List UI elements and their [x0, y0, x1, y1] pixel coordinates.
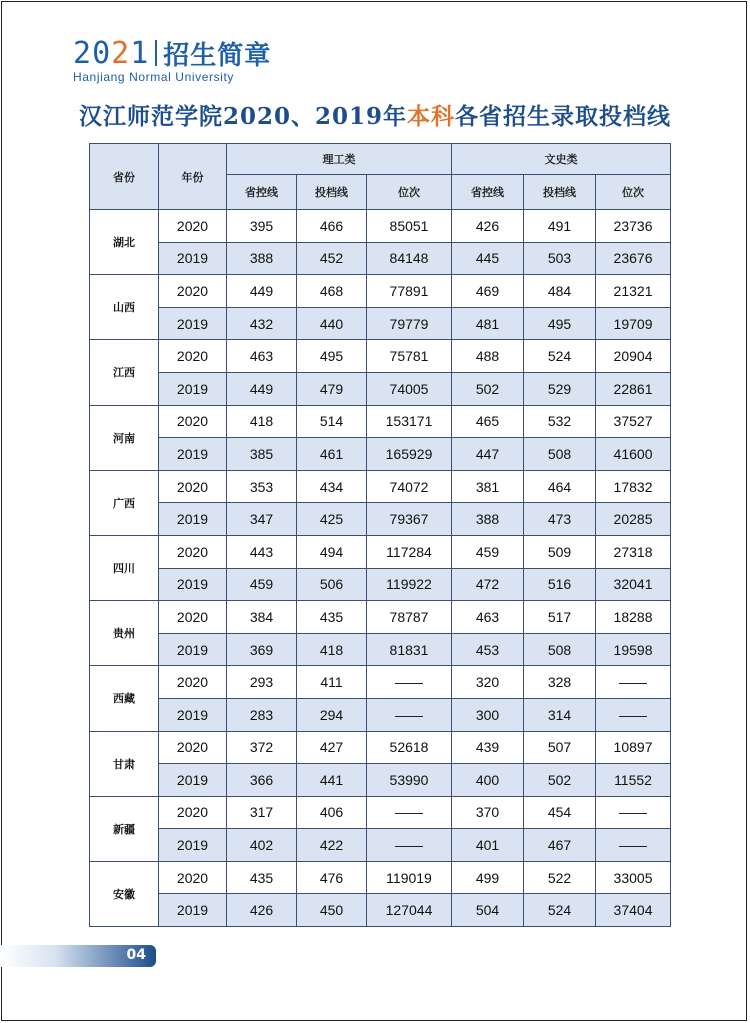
logo-main [73, 37, 271, 69]
year-cell: 2019 [159, 503, 227, 536]
value-cell: 11552 [596, 764, 671, 797]
table-row [90, 372, 671, 405]
value-cell: 294 [297, 698, 367, 731]
year-cell: 2020 [159, 275, 227, 308]
province-cell: 新疆 [90, 796, 159, 861]
province-cell: 湖北 [90, 210, 159, 275]
value-cell: 426 [452, 210, 524, 243]
table-row [90, 307, 671, 340]
year-cell: 2020 [159, 601, 227, 634]
year-cell: 2020 [159, 405, 227, 438]
value-cell: 17832 [596, 470, 671, 503]
value-cell: 366 [227, 764, 297, 797]
value-cell: 85051 [367, 210, 452, 243]
value-cell: 370 [452, 796, 524, 829]
value-cell: 473 [524, 503, 596, 536]
table-row [90, 666, 671, 699]
table-row [90, 698, 671, 731]
value-cell: 465 [452, 405, 524, 438]
table-row [90, 503, 671, 536]
year-cell: 2020 [159, 340, 227, 373]
table-row [90, 894, 671, 927]
table-row [90, 796, 671, 829]
value-cell: 472 [452, 568, 524, 601]
value-cell: 388 [227, 242, 297, 275]
value-cell: 418 [297, 633, 367, 666]
table-row [90, 829, 671, 862]
title-part-1: 汉江师范学院2020、2019年 [78, 103, 408, 130]
value-cell: 516 [524, 568, 596, 601]
value-cell: 153171 [367, 405, 452, 438]
value-cell: 467 [524, 829, 596, 862]
value-cell: —— [367, 666, 452, 699]
value-cell: 411 [297, 666, 367, 699]
value-cell: 459 [452, 535, 524, 568]
value-cell: 529 [524, 372, 596, 405]
value-cell: 406 [297, 796, 367, 829]
value-cell: 469 [452, 275, 524, 308]
table-row [90, 275, 671, 308]
logo-title: 招生简章 [163, 40, 272, 71]
header-sci-admission-line: 投档线 [297, 175, 367, 210]
table-row [90, 764, 671, 797]
value-cell: 52618 [367, 731, 452, 764]
value-cell: 18288 [596, 601, 671, 634]
value-cell: 491 [524, 210, 596, 243]
year-cell: 2020 [159, 535, 227, 568]
year-cell: 2020 [159, 731, 227, 764]
province-cell: 安徽 [90, 861, 159, 926]
logo-subtitle: Hanjiang Normal University [73, 70, 234, 84]
year-cell: 2020 [159, 210, 227, 243]
table-row [90, 438, 671, 471]
admission-score-table [89, 143, 671, 927]
value-cell: 388 [452, 503, 524, 536]
value-cell: 454 [524, 796, 596, 829]
value-cell: 499 [452, 861, 524, 894]
value-cell: —— [367, 829, 452, 862]
value-cell: 19709 [596, 307, 671, 340]
value-cell: 435 [297, 601, 367, 634]
value-cell: 401 [452, 829, 524, 862]
year-cell: 2019 [159, 372, 227, 405]
value-cell: 283 [227, 698, 297, 731]
value-cell: 381 [452, 470, 524, 503]
value-cell: 418 [227, 405, 297, 438]
page-title [0, 98, 750, 131]
value-cell: —— [596, 698, 671, 731]
value-cell: 22861 [596, 372, 671, 405]
header-arts-control-line: 省控线 [452, 175, 524, 210]
value-cell: 441 [297, 764, 367, 797]
header-group-science: 理工类 [227, 144, 452, 175]
value-cell: 476 [297, 861, 367, 894]
value-cell: 508 [524, 438, 596, 471]
value-cell: 78787 [367, 601, 452, 634]
value-cell: 426 [227, 894, 297, 927]
value-cell: 464 [524, 470, 596, 503]
value-cell: 32041 [596, 568, 671, 601]
value-cell: 23676 [596, 242, 671, 275]
value-cell: 84148 [367, 242, 452, 275]
value-cell: —— [596, 796, 671, 829]
value-cell: 449 [227, 275, 297, 308]
value-cell: 459 [227, 568, 297, 601]
value-cell: 353 [227, 470, 297, 503]
logo-digit: 0 [92, 35, 112, 71]
province-cell: 甘肃 [90, 731, 159, 796]
year-cell: 2020 [159, 861, 227, 894]
value-cell: 117284 [367, 535, 452, 568]
value-cell: 127044 [367, 894, 452, 927]
page-number-tab [0, 945, 156, 967]
logo-digit: 1 [130, 35, 150, 71]
table-row [90, 210, 671, 243]
value-cell: 466 [297, 210, 367, 243]
table-row [90, 470, 671, 503]
value-cell: 507 [524, 731, 596, 764]
table-body [90, 210, 671, 927]
value-cell: 504 [452, 894, 524, 927]
value-cell: 119019 [367, 861, 452, 894]
value-cell: 503 [524, 242, 596, 275]
header-year: 年份 [159, 144, 227, 210]
value-cell: 37404 [596, 894, 671, 927]
value-cell: 484 [524, 275, 596, 308]
value-cell: —— [596, 829, 671, 862]
value-cell: 449 [227, 372, 297, 405]
value-cell: 165929 [367, 438, 452, 471]
header-province: 省份 [90, 144, 159, 210]
value-cell: 502 [524, 764, 596, 797]
value-cell: —— [596, 666, 671, 699]
year-cell: 2019 [159, 438, 227, 471]
year-cell: 2019 [159, 307, 227, 340]
province-cell: 山西 [90, 275, 159, 340]
value-cell: 524 [524, 894, 596, 927]
value-cell: 509 [524, 535, 596, 568]
value-cell: 328 [524, 666, 596, 699]
title-part-2: 各省招生录取投档线 [455, 103, 672, 130]
value-cell: 468 [297, 275, 367, 308]
value-cell: 440 [297, 307, 367, 340]
value-cell: 74005 [367, 372, 452, 405]
header-group-arts: 文史类 [452, 144, 671, 175]
value-cell: 532 [524, 405, 596, 438]
header-arts-rank: 位次 [596, 175, 671, 210]
value-cell: 427 [297, 731, 367, 764]
logo-digit-accent: 2 [111, 35, 131, 71]
value-cell: 33005 [596, 861, 671, 894]
value-cell: 522 [524, 861, 596, 894]
value-cell: 508 [524, 633, 596, 666]
year-cell: 2019 [159, 633, 227, 666]
value-cell: 395 [227, 210, 297, 243]
value-cell: 450 [297, 894, 367, 927]
value-cell: 488 [452, 340, 524, 373]
page-number: 04 [126, 947, 146, 963]
value-cell: 479 [297, 372, 367, 405]
year-cell: 2019 [159, 764, 227, 797]
logo-year [73, 36, 149, 71]
year-cell: 2020 [159, 666, 227, 699]
value-cell: 300 [452, 698, 524, 731]
value-cell: 432 [227, 307, 297, 340]
value-cell: 514 [297, 405, 367, 438]
value-cell: 317 [227, 796, 297, 829]
province-cell: 西藏 [90, 666, 159, 731]
table-row [90, 535, 671, 568]
year-cell: 2020 [159, 470, 227, 503]
value-cell: 524 [524, 340, 596, 373]
value-cell: 20285 [596, 503, 671, 536]
value-cell: 81831 [367, 633, 452, 666]
value-cell: 435 [227, 861, 297, 894]
year-cell: 2019 [159, 894, 227, 927]
value-cell: 445 [452, 242, 524, 275]
table-row [90, 731, 671, 764]
value-cell: 463 [227, 340, 297, 373]
value-cell: 75781 [367, 340, 452, 373]
value-cell: 37527 [596, 405, 671, 438]
value-cell: 447 [452, 438, 524, 471]
value-cell: 53990 [367, 764, 452, 797]
value-cell: 463 [452, 601, 524, 634]
value-cell: 400 [452, 764, 524, 797]
value-cell: 119922 [367, 568, 452, 601]
value-cell: 19598 [596, 633, 671, 666]
table-row [90, 405, 671, 438]
value-cell: 434 [297, 470, 367, 503]
value-cell: 443 [227, 535, 297, 568]
value-cell: 10897 [596, 731, 671, 764]
value-cell: 20904 [596, 340, 671, 373]
logo-digit: 2 [73, 35, 93, 71]
value-cell: 481 [452, 307, 524, 340]
value-cell: 495 [524, 307, 596, 340]
value-cell: —— [367, 796, 452, 829]
province-cell: 广西 [90, 470, 159, 535]
value-cell: 452 [297, 242, 367, 275]
table-row [90, 242, 671, 275]
value-cell: 79779 [367, 307, 452, 340]
province-cell: 四川 [90, 535, 159, 600]
header-arts-admission-line: 投档线 [524, 175, 596, 210]
value-cell: 74072 [367, 470, 452, 503]
value-cell: 41600 [596, 438, 671, 471]
table-row [90, 601, 671, 634]
value-cell: 27318 [596, 535, 671, 568]
header-sci-control-line: 省控线 [227, 175, 297, 210]
value-cell: 402 [227, 829, 297, 862]
year-cell: 2019 [159, 829, 227, 862]
value-cell: 385 [227, 438, 297, 471]
brochure-logo [73, 37, 271, 84]
year-cell: 2019 [159, 698, 227, 731]
province-cell: 河南 [90, 405, 159, 470]
table-row [90, 568, 671, 601]
year-cell: 2020 [159, 796, 227, 829]
value-cell: 453 [452, 633, 524, 666]
value-cell: 23736 [596, 210, 671, 243]
value-cell: 439 [452, 731, 524, 764]
value-cell: 461 [297, 438, 367, 471]
table-row [90, 861, 671, 894]
header-sci-rank: 位次 [367, 175, 452, 210]
value-cell: 372 [227, 731, 297, 764]
value-cell: 384 [227, 601, 297, 634]
value-cell: 320 [452, 666, 524, 699]
value-cell: 517 [524, 601, 596, 634]
title-highlight: 本科 [407, 103, 456, 130]
province-cell: 贵州 [90, 601, 159, 666]
province-cell: 江西 [90, 340, 159, 405]
year-cell: 2019 [159, 568, 227, 601]
value-cell: 369 [227, 633, 297, 666]
value-cell: 21321 [596, 275, 671, 308]
value-cell: 495 [297, 340, 367, 373]
year-cell: 2019 [159, 242, 227, 275]
value-cell: 314 [524, 698, 596, 731]
table-row [90, 340, 671, 373]
value-cell: 79367 [367, 503, 452, 536]
value-cell: 425 [297, 503, 367, 536]
value-cell: 422 [297, 829, 367, 862]
value-cell: 77891 [367, 275, 452, 308]
value-cell: 347 [227, 503, 297, 536]
table-row [90, 633, 671, 666]
value-cell: 293 [227, 666, 297, 699]
value-cell: 494 [297, 535, 367, 568]
value-cell: 502 [452, 372, 524, 405]
value-cell: 506 [297, 568, 367, 601]
logo-divider [155, 40, 157, 66]
value-cell: —— [367, 698, 452, 731]
